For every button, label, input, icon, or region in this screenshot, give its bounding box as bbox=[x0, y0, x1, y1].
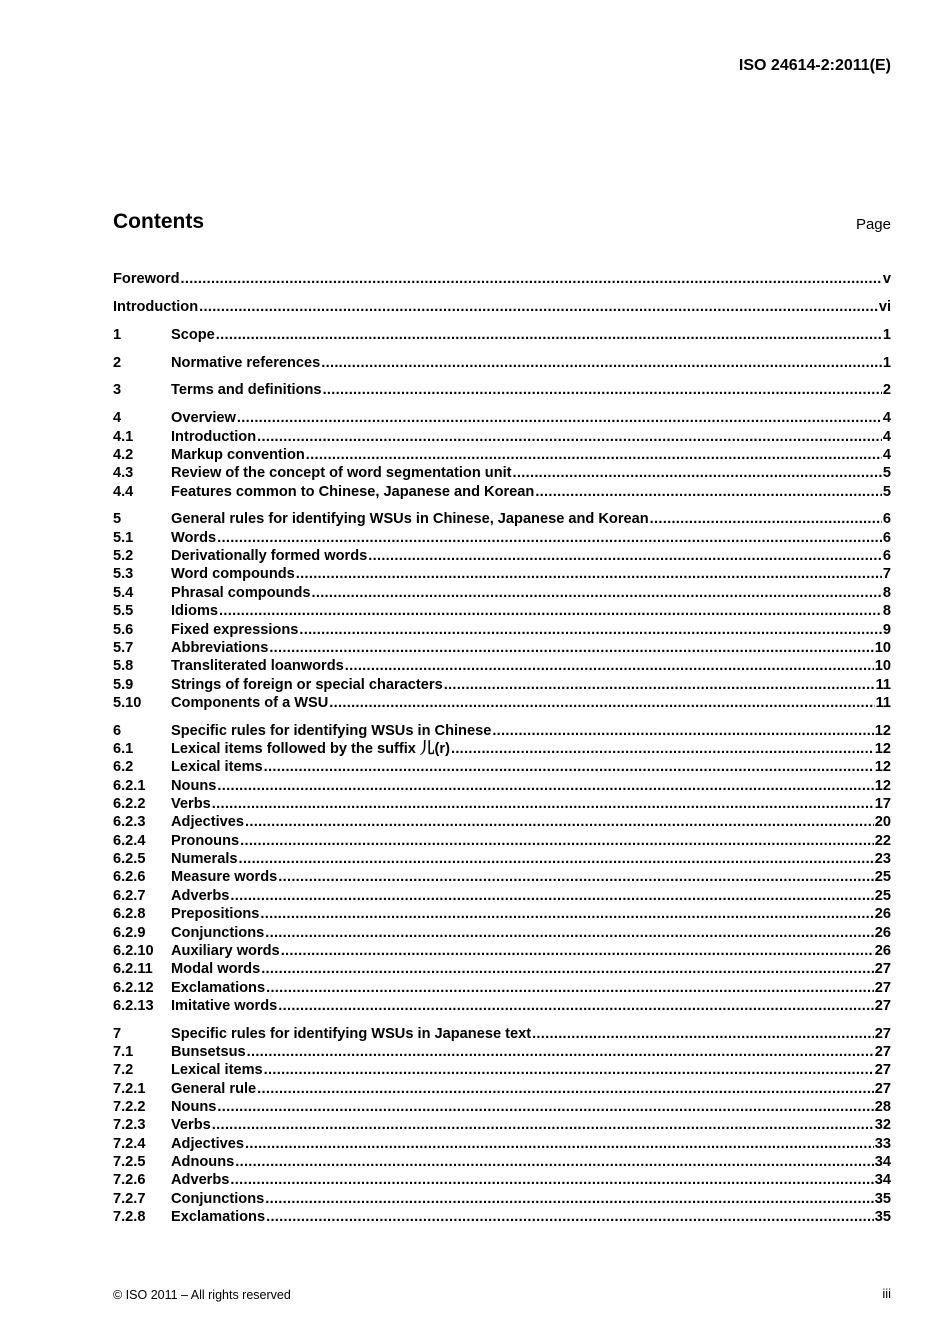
toc-entry-title: Prepositions bbox=[171, 906, 260, 923]
toc-dot-leader bbox=[535, 483, 882, 501]
toc-entry-page: 4 bbox=[882, 410, 891, 427]
toc-entry-number: 6.2.10 bbox=[113, 942, 154, 959]
toc-entry-title: Normative references bbox=[171, 354, 321, 371]
toc-entry-number: 6.2.3 bbox=[113, 814, 146, 831]
toc-entry-title: Introduction bbox=[113, 298, 199, 315]
toc-entry-number: 5.8 bbox=[113, 658, 134, 675]
toc-entry-title: Bunsetsus bbox=[171, 1044, 246, 1061]
toc-entry-title: Conjunctions bbox=[171, 1190, 265, 1207]
toc-entry-title: Specific rules for identifying WSUs in Chinese bbox=[171, 722, 492, 739]
copyright-notice: © ISO 2011 – All rights reserved bbox=[113, 1288, 291, 1302]
toc-entry-title: General rules for identifying WSUs in Chinese, Japanese and Korean bbox=[171, 511, 649, 528]
toc-entry-number: 7.2.6 bbox=[113, 1172, 146, 1189]
toc-entry-title: Specific rules for identifying WSUs in Japanese text bbox=[171, 1025, 532, 1042]
toc-entry-number: 5.1 bbox=[113, 529, 134, 546]
toc-dot-leader bbox=[345, 657, 874, 675]
toc-dot-leader bbox=[278, 997, 874, 1015]
toc-entry-number: 7.2.3 bbox=[113, 1117, 146, 1134]
toc-entry-page: 27 bbox=[874, 961, 891, 978]
toc-entry-title: Exclamations bbox=[171, 979, 266, 996]
toc-dot-leader bbox=[329, 694, 874, 712]
page-number: iii bbox=[882, 1286, 891, 1301]
toc-dot-leader bbox=[261, 960, 874, 978]
toc-entry-number: 6.2.8 bbox=[113, 906, 146, 923]
toc-dot-leader bbox=[217, 529, 882, 547]
toc-entry-number: 6 bbox=[113, 722, 122, 739]
toc-dot-leader bbox=[237, 409, 882, 427]
toc-entry[interactable] bbox=[113, 639, 891, 657]
toc-entry-page: 20 bbox=[874, 814, 891, 831]
toc-entry-number: 4 bbox=[113, 410, 122, 427]
toc-dot-leader bbox=[266, 979, 874, 997]
toc-entry[interactable] bbox=[113, 1098, 891, 1116]
toc-entry-number: 5.10 bbox=[113, 694, 142, 711]
toc-entry-page: 6 bbox=[882, 511, 891, 528]
toc-entry-page: 17 bbox=[874, 796, 891, 813]
toc-dot-leader bbox=[299, 621, 882, 639]
toc-entry-title: Foreword bbox=[113, 271, 180, 287]
toc-entry-title: Measure words bbox=[171, 869, 278, 886]
toc-dot-leader bbox=[444, 676, 875, 694]
toc-entry-title: Phrasal compounds bbox=[171, 584, 311, 601]
toc-entry-number: 7.2.2 bbox=[113, 1099, 146, 1116]
toc-entry[interactable] bbox=[113, 758, 891, 776]
toc-dot-leader bbox=[296, 565, 882, 583]
toc-entry[interactable] bbox=[113, 868, 891, 886]
toc-entry-title: Verbs bbox=[171, 1117, 211, 1134]
toc-entry-page: 6 bbox=[882, 529, 891, 546]
toc-entry-title: Idioms bbox=[171, 603, 219, 620]
toc-entry[interactable] bbox=[113, 354, 891, 372]
toc-entry-page: 4 bbox=[882, 446, 891, 463]
toc-entry[interactable] bbox=[113, 1043, 891, 1061]
toc-dot-leader bbox=[368, 547, 882, 565]
toc-dot-leader bbox=[239, 850, 874, 868]
toc-entry-title: Adjectives bbox=[171, 1135, 245, 1152]
toc-entry-number: 6.2.9 bbox=[113, 924, 146, 941]
toc-entry-number: 4.1 bbox=[113, 428, 134, 445]
toc-entry-page: 1 bbox=[882, 326, 891, 343]
toc-entry-title: Words bbox=[171, 529, 217, 546]
toc-entry-number: 7.2.5 bbox=[113, 1154, 146, 1171]
toc-entry[interactable] bbox=[113, 584, 891, 602]
toc-entry[interactable] bbox=[113, 1025, 891, 1043]
toc-entry-page: 22 bbox=[874, 832, 891, 849]
toc-entry[interactable] bbox=[113, 832, 891, 850]
toc-entry-page: 34 bbox=[874, 1172, 891, 1189]
toc-entry-page: 35 bbox=[874, 1190, 891, 1207]
toc-entry-title: Adverbs bbox=[171, 887, 230, 904]
toc-entry-title: Introduction bbox=[171, 428, 257, 445]
toc-entry-title: Derivationally formed words bbox=[171, 548, 368, 565]
toc-dot-leader bbox=[311, 584, 881, 602]
toc-entry-number: 7.2 bbox=[113, 1062, 134, 1079]
toc-entry-page: 5 bbox=[882, 465, 891, 482]
toc-entry-page: 25 bbox=[874, 887, 891, 904]
toc-entry-page: 6 bbox=[882, 548, 891, 565]
toc-entry-number: 5 bbox=[113, 511, 122, 528]
toc-dot-leader bbox=[230, 1171, 873, 1189]
toc-dot-leader bbox=[199, 298, 878, 316]
toc-entry-page: 34 bbox=[874, 1154, 891, 1171]
toc-entry[interactable] bbox=[113, 740, 891, 758]
toc-entry-title: Imitative words bbox=[171, 997, 278, 1014]
toc-dot-leader bbox=[245, 813, 874, 831]
toc-entry-title: Scope bbox=[171, 326, 215, 343]
toc-entry-number: 5.2 bbox=[113, 548, 134, 565]
toc-entry-number: 4.3 bbox=[113, 465, 134, 482]
toc-entry-page: 27 bbox=[874, 979, 891, 996]
toc-entry-title: Abbreviations bbox=[171, 639, 269, 656]
document-id: ISO 24614-2:2011(E) bbox=[738, 57, 891, 74]
toc-entry-page: 27 bbox=[874, 997, 891, 1014]
toc-entry[interactable] bbox=[113, 905, 891, 923]
toc-dot-leader bbox=[212, 1116, 874, 1134]
toc-entry-page: 9 bbox=[882, 621, 891, 638]
toc-entry[interactable] bbox=[113, 464, 891, 482]
toc-dot-leader bbox=[323, 381, 882, 399]
toc-entry-number: 6.2.11 bbox=[113, 961, 153, 978]
toc-dot-leader bbox=[264, 1061, 874, 1079]
toc-entry[interactable] bbox=[113, 621, 891, 639]
toc-dot-leader bbox=[216, 326, 882, 344]
toc-entry[interactable] bbox=[113, 1135, 891, 1153]
toc-dot-leader bbox=[247, 1043, 874, 1061]
toc-entry[interactable] bbox=[113, 270, 891, 288]
toc-entry-page: 12 bbox=[874, 777, 891, 794]
toc-entry-page: 12 bbox=[874, 722, 891, 739]
toc-entry-title: Numerals bbox=[171, 851, 238, 868]
toc-entry-page: 10 bbox=[874, 658, 891, 675]
toc-entry-number: 6.2.5 bbox=[113, 851, 146, 868]
toc-dot-leader bbox=[219, 602, 882, 620]
toc-entry-title: General rule bbox=[171, 1080, 257, 1097]
toc-entry-title: Nouns bbox=[171, 777, 217, 794]
toc-entry-page: v bbox=[882, 271, 891, 287]
toc-entry-page: 35 bbox=[874, 1209, 891, 1226]
toc-entry-number: 7.1 bbox=[113, 1044, 134, 1061]
toc-entry-title: Review of the concept of word segmentation unit bbox=[171, 465, 512, 482]
toc-entry-page: 2 bbox=[882, 382, 891, 399]
toc-entry[interactable] bbox=[113, 850, 891, 868]
page-column-label: Page bbox=[855, 216, 891, 233]
toc-entry-page: 26 bbox=[874, 906, 891, 923]
toc-entry[interactable] bbox=[113, 1208, 891, 1226]
toc-entry[interactable] bbox=[113, 1171, 891, 1189]
toc-entry[interactable] bbox=[113, 381, 891, 399]
toc-dot-leader bbox=[257, 428, 882, 446]
toc-entry-page: 8 bbox=[882, 603, 891, 620]
toc-entry[interactable] bbox=[113, 960, 891, 978]
toc-dot-leader bbox=[269, 639, 873, 657]
toc-entry-page: 25 bbox=[874, 869, 891, 886]
toc-entry[interactable] bbox=[113, 446, 891, 464]
toc-entry-page: 11 bbox=[875, 694, 891, 711]
toc-dot-leader bbox=[240, 832, 874, 850]
toc-entry-page: 11 bbox=[875, 676, 891, 693]
toc-dot-leader bbox=[513, 464, 882, 482]
toc-entry-page: 28 bbox=[874, 1099, 891, 1116]
toc-dot-leader bbox=[217, 777, 873, 795]
toc-entry-number: 5.4 bbox=[113, 584, 134, 601]
toc-entry-title: Modal words bbox=[171, 961, 261, 978]
toc-entry-title: Lexical items bbox=[171, 1062, 263, 1079]
toc-entry[interactable] bbox=[113, 924, 891, 942]
toc-dot-leader bbox=[306, 446, 882, 464]
toc-entry-page: 27 bbox=[874, 1025, 891, 1042]
toc-dot-leader bbox=[266, 1208, 874, 1226]
toc-entry-number: 7.2.8 bbox=[113, 1209, 146, 1226]
toc-dot-leader bbox=[321, 354, 882, 372]
toc-entry-title: Exclamations bbox=[171, 1209, 266, 1226]
toc-dot-leader bbox=[235, 1153, 874, 1171]
toc-entry-title: Conjunctions bbox=[171, 924, 265, 941]
toc-entry-page: 10 bbox=[874, 639, 891, 656]
toc-entry-number: 3 bbox=[113, 382, 122, 399]
toc-entry-title: Overview bbox=[171, 410, 236, 427]
toc-entry[interactable] bbox=[113, 483, 891, 501]
toc-entry-number: 6.2 bbox=[113, 759, 134, 776]
toc-dot-leader bbox=[281, 942, 874, 960]
toc-entry-title: Transliterated loanwords bbox=[171, 658, 344, 675]
toc-entry-page: 27 bbox=[874, 1080, 891, 1097]
toc-dot-leader bbox=[264, 758, 874, 776]
toc-entry[interactable] bbox=[113, 547, 891, 565]
toc-dot-leader bbox=[245, 1135, 874, 1153]
toc-entry[interactable] bbox=[113, 428, 891, 446]
toc-entry[interactable] bbox=[113, 602, 891, 620]
toc-entry[interactable] bbox=[113, 1116, 891, 1134]
toc-entry-title: Nouns bbox=[171, 1099, 217, 1116]
toc-entry-page: 12 bbox=[874, 759, 891, 776]
toc-entry-page: 26 bbox=[874, 942, 891, 959]
toc-entry-page: 1 bbox=[882, 354, 891, 371]
toc-entry-title: Verbs bbox=[171, 796, 211, 813]
toc-entry[interactable] bbox=[113, 565, 891, 583]
toc-entry[interactable] bbox=[113, 795, 891, 813]
toc-entry-number: 5.6 bbox=[113, 621, 134, 638]
toc-entry-number: 6.2.2 bbox=[113, 796, 146, 813]
toc-entry-number: 6.2.4 bbox=[113, 832, 146, 849]
toc-entry-title: Adnouns bbox=[171, 1154, 235, 1171]
toc-entry-page: vi bbox=[878, 298, 891, 315]
toc-entry[interactable] bbox=[113, 1190, 891, 1208]
toc-entry[interactable] bbox=[113, 887, 891, 905]
toc-entry-title: Components of a WSU bbox=[171, 694, 329, 711]
table-of-contents bbox=[113, 270, 891, 1227]
toc-entry-page: 23 bbox=[874, 851, 891, 868]
toc-entry-page: 32 bbox=[874, 1117, 891, 1134]
toc-entry-page: 7 bbox=[882, 566, 891, 583]
toc-entry-number: 7 bbox=[113, 1025, 122, 1042]
toc-entry-page: 4 bbox=[882, 428, 891, 445]
toc-entry-number: 5.7 bbox=[113, 639, 134, 656]
toc-entry-page: 5 bbox=[882, 483, 891, 500]
toc-entry-number: 6.2.7 bbox=[113, 887, 146, 904]
toc-entry-title: Pronouns bbox=[171, 832, 240, 849]
toc-entry-title: Adjectives bbox=[171, 814, 245, 831]
toc-entry-number: 7.2.7 bbox=[113, 1190, 146, 1207]
toc-entry-number: 6.2.1 bbox=[113, 777, 146, 794]
toc-dot-leader bbox=[180, 270, 881, 288]
toc-entry[interactable] bbox=[113, 722, 891, 740]
toc-entry[interactable] bbox=[113, 997, 891, 1015]
toc-dot-leader bbox=[650, 510, 882, 528]
toc-entry-number: 7.2.4 bbox=[113, 1135, 146, 1152]
toc-entry-title: Markup convention bbox=[171, 446, 305, 463]
toc-entry-number: 5.5 bbox=[113, 603, 134, 620]
toc-entry-title: Terms and definitions bbox=[171, 382, 322, 399]
toc-entry-number: 2 bbox=[113, 354, 122, 371]
toc-entry-number: 6.1 bbox=[113, 741, 134, 758]
toc-entry-title: Word compounds bbox=[171, 566, 295, 583]
toc-entry-number: 5.3 bbox=[113, 566, 134, 583]
toc-entry-number: 6.2.6 bbox=[113, 869, 146, 886]
toc-dot-leader bbox=[532, 1025, 874, 1043]
toc-dot-leader bbox=[260, 905, 873, 923]
toc-entry-page: 12 bbox=[874, 741, 891, 758]
toc-entry[interactable] bbox=[113, 1061, 891, 1079]
toc-entry[interactable] bbox=[113, 1080, 891, 1098]
toc-dot-leader bbox=[257, 1080, 874, 1098]
toc-entry-number: 1 bbox=[113, 326, 122, 343]
toc-entry-title: Strings of foreign or special characters bbox=[171, 676, 443, 693]
toc-entry-page: 26 bbox=[874, 924, 891, 941]
toc-entry[interactable] bbox=[113, 694, 891, 712]
toc-entry[interactable] bbox=[113, 1153, 891, 1171]
toc-entry[interactable] bbox=[113, 777, 891, 795]
toc-dot-leader bbox=[212, 795, 874, 813]
toc-entry-title: Lexical items bbox=[171, 759, 263, 776]
toc-entry-title: Lexical items followed by the suffix 儿(r) bbox=[171, 741, 450, 758]
toc-dot-leader bbox=[278, 868, 874, 886]
toc-entry-number: 6.2.13 bbox=[113, 997, 154, 1014]
toc-entry[interactable] bbox=[113, 813, 891, 831]
toc-entry-page: 27 bbox=[874, 1044, 891, 1061]
toc-entry-number: 4.2 bbox=[113, 446, 134, 463]
toc-entry-number: 5.9 bbox=[113, 676, 134, 693]
toc-entry[interactable] bbox=[113, 657, 891, 675]
toc-entry[interactable] bbox=[113, 409, 891, 427]
toc-dot-leader bbox=[217, 1098, 873, 1116]
toc-entry[interactable] bbox=[113, 529, 891, 547]
toc-entry-page: 27 bbox=[874, 1062, 891, 1079]
toc-dot-leader bbox=[451, 740, 874, 758]
toc-entry-title: Features common to Chinese, Japanese and Korean bbox=[171, 483, 535, 500]
toc-entry-title: Fixed expressions bbox=[171, 621, 299, 638]
toc-entry[interactable] bbox=[113, 298, 891, 316]
toc-dot-leader bbox=[265, 924, 874, 942]
toc-entry-page: 8 bbox=[882, 584, 891, 601]
toc-dot-leader bbox=[230, 887, 873, 905]
toc-entry[interactable] bbox=[113, 676, 891, 694]
toc-entry[interactable] bbox=[113, 326, 891, 344]
toc-entry-number: 4.4 bbox=[113, 483, 134, 500]
toc-dot-leader bbox=[265, 1190, 874, 1208]
toc-dot-leader bbox=[492, 722, 873, 740]
contents-heading: Contents bbox=[113, 210, 204, 233]
toc-entry[interactable] bbox=[113, 942, 891, 960]
toc-entry-title: Auxiliary words bbox=[171, 942, 280, 959]
toc-entry-title: Adverbs bbox=[171, 1172, 230, 1189]
toc-entry[interactable] bbox=[113, 979, 891, 997]
toc-entry-page: 33 bbox=[874, 1135, 891, 1152]
toc-entry[interactable] bbox=[113, 510, 891, 528]
toc-entry-number: 7.2.1 bbox=[113, 1080, 146, 1097]
toc-entry-number: 6.2.12 bbox=[113, 979, 154, 996]
